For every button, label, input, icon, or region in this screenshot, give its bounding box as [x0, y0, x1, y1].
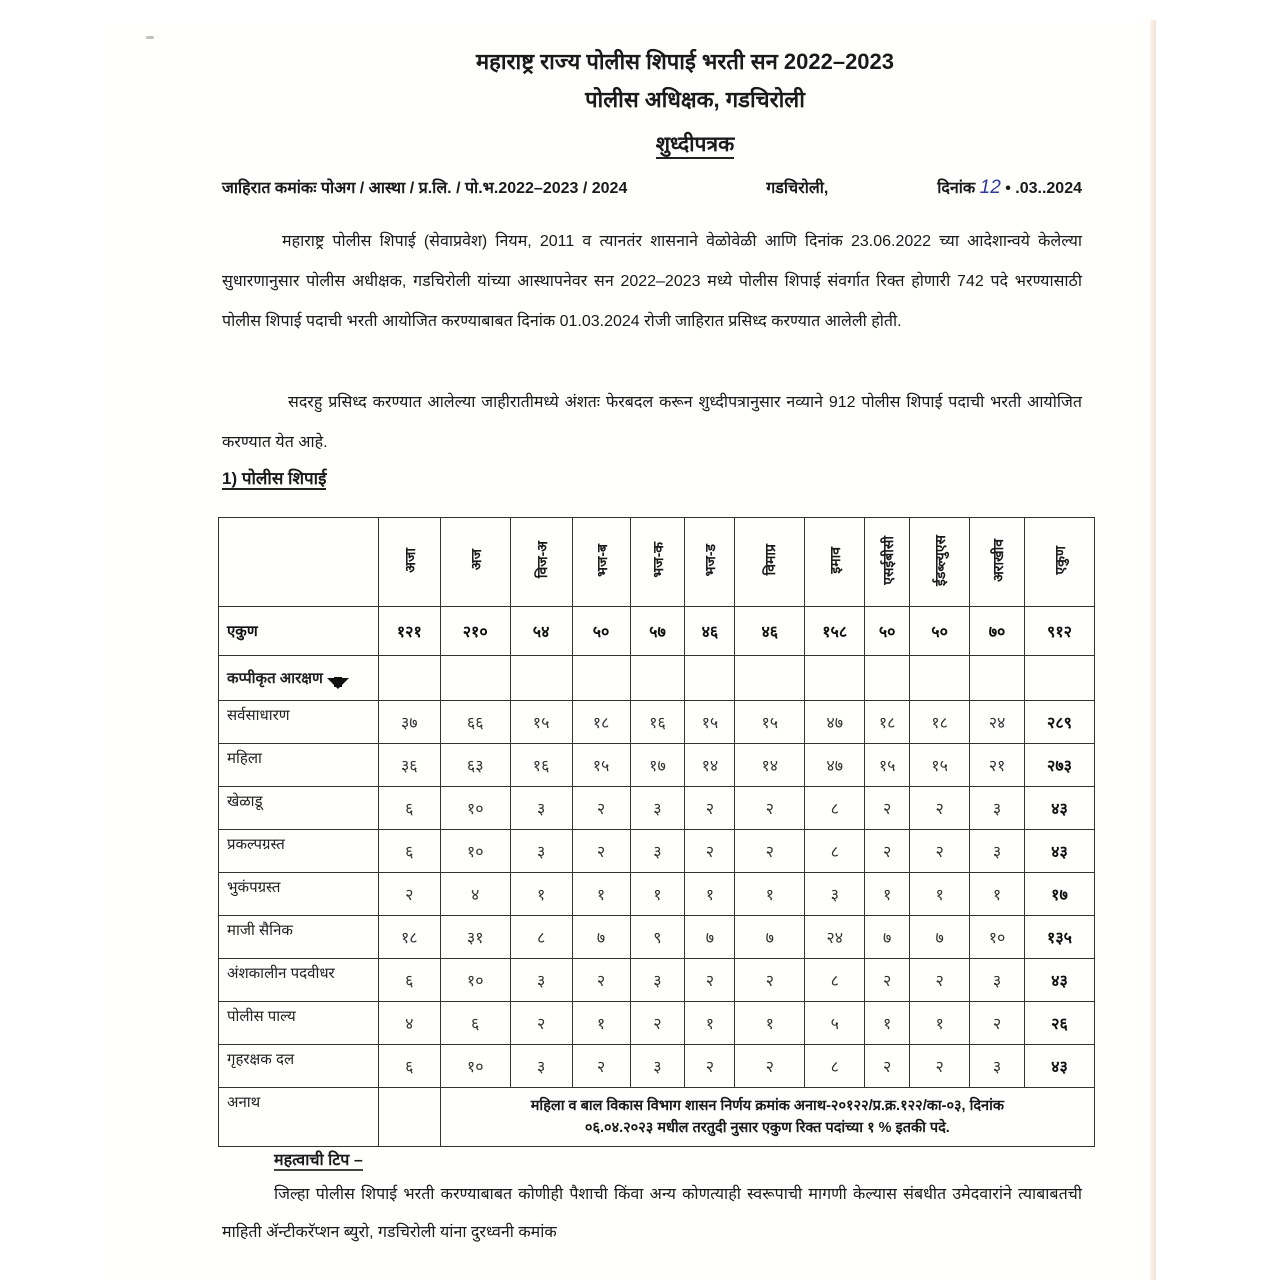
cell: २	[910, 959, 970, 1002]
cell: ५०	[865, 607, 910, 656]
cell: ३१	[440, 916, 510, 959]
cell: ४	[440, 873, 510, 916]
cell	[572, 656, 630, 701]
column-header: भज-ब	[572, 518, 630, 607]
cell: १८	[572, 701, 630, 744]
cell: २	[910, 1045, 970, 1088]
cell: ३	[510, 787, 572, 830]
cell: ७	[735, 916, 805, 959]
column-header: अराखीव	[970, 518, 1025, 607]
page-edge	[1150, 20, 1156, 1280]
cell: १६	[510, 744, 572, 787]
cell: १	[685, 873, 735, 916]
cell: ४३	[1024, 959, 1094, 1002]
cell: ८	[510, 916, 572, 959]
cell: २	[685, 830, 735, 873]
cell: ३	[510, 830, 572, 873]
cell: २	[735, 787, 805, 830]
cell: २	[630, 1002, 685, 1045]
cell: ७	[865, 916, 910, 959]
cell: ३	[630, 1045, 685, 1088]
document-type-label: शुध्दीपत्रक	[656, 133, 734, 159]
cell: ९१२	[1024, 607, 1094, 656]
cell: ३	[510, 1045, 572, 1088]
table-row	[219, 916, 1095, 959]
cell: २	[865, 787, 910, 830]
cell: ५४	[510, 607, 572, 656]
cell: १४	[685, 744, 735, 787]
cell: २	[865, 959, 910, 1002]
advert-number: जाहिरात कमांकः पोअग / आस्था / प्र.लि. / पो.भ.2022–2023 / 2024	[222, 180, 628, 197]
scan-speck	[146, 36, 154, 39]
cell	[1024, 656, 1094, 701]
cell: १६	[630, 701, 685, 744]
cell: ३	[630, 959, 685, 1002]
cell	[735, 656, 805, 701]
table-row	[219, 1045, 1095, 1088]
cell: २	[572, 1045, 630, 1088]
cell	[440, 656, 510, 701]
table-row	[219, 959, 1095, 1002]
table-header-row	[219, 518, 1095, 607]
cell: २१	[970, 744, 1025, 787]
total-row	[219, 607, 1095, 656]
row-label: पोलीस पाल्य	[219, 1002, 379, 1045]
cell: ३	[970, 959, 1025, 1002]
row-label: गृहरक्षक दल	[219, 1045, 379, 1088]
cell: २	[685, 1045, 735, 1088]
table-row	[219, 744, 1095, 787]
cell: ५०	[572, 607, 630, 656]
cell: १४	[735, 744, 805, 787]
cell: १	[910, 873, 970, 916]
cell: १	[572, 873, 630, 916]
cell: १७	[630, 744, 685, 787]
cell: १०	[440, 787, 510, 830]
cell: १	[510, 873, 572, 916]
cell: ३	[970, 830, 1025, 873]
cell: ४३	[1024, 787, 1094, 830]
cell: २	[865, 830, 910, 873]
cell: ६	[378, 959, 440, 1002]
cell: ८	[805, 787, 865, 830]
tip-text: जिल्हा पोलीस शिपाई भरती करण्याबाबत कोणीही पैशाची किंवा अन्य कोणत्याही स्वरूपाची मागणी केल्यास संबधीत उमेदवारांने त्याबाबतची माहिती ॲन्टीकरॅप्शन ब्युरो, गडचिरोली यांना दुरध्वनी कमांक	[222, 1186, 1082, 1241]
cell: ३	[630, 830, 685, 873]
cell: ३	[510, 959, 572, 1002]
cell: १५	[685, 701, 735, 744]
column-header: विज-अ	[510, 518, 572, 607]
cell: ८	[805, 1045, 865, 1088]
cell: १०	[970, 916, 1025, 959]
cell: १५	[572, 744, 630, 787]
arrow-down-icon	[327, 678, 349, 689]
cell: ४६	[685, 607, 735, 656]
table-row	[219, 873, 1095, 916]
cell: २	[685, 959, 735, 1002]
cell: ३	[970, 1045, 1025, 1088]
cell: ४३	[1024, 830, 1094, 873]
cell: १५	[910, 744, 970, 787]
cell	[910, 656, 970, 701]
section-title	[222, 466, 326, 489]
cell: ५	[805, 1002, 865, 1045]
table-row	[219, 787, 1095, 830]
date-handwritten-day: 12	[979, 177, 1001, 198]
cell: ६३	[440, 744, 510, 787]
cell: २१०	[440, 607, 510, 656]
cell: १८	[865, 701, 910, 744]
cell: ४	[378, 1002, 440, 1045]
tip-title-label: महत्वाची टिप –	[274, 1152, 363, 1169]
cell: २६	[1024, 1002, 1094, 1045]
cell: २	[378, 873, 440, 916]
row-label: भुकंपग्रस्त	[219, 873, 379, 916]
row-label: सर्वसाधारण	[219, 701, 379, 744]
column-header: एसईबीसी	[865, 518, 910, 607]
date	[937, 176, 1082, 199]
subheader-cell	[219, 656, 379, 701]
paragraph-1: महाराष्ट्र पोलीस शिपाई (सेवाप्रवेश) नियम, 2011 व त्यानतंर शासनाने वेळोवेळी आणि दिनांक 23.06.2022 च्या आदेशान्वये केलेल्या सुधारणानुसार पोलीस अधीक्षक, गडचिरोली यांच्या आस्थापनेवर सन 2022–2023 मध्ये पोलीस शिपाई संवर्गात रिक्त होणारी 742 पदे भरण्यासाठी पोलीस शिपाई पदाची भरती आयोजित करण्याबाबत दिनांक 01.03.2024 रोजी जाहिरात प्रसिध्द करण्यात आलेली होती.	[222, 233, 1082, 330]
cell: ७	[685, 916, 735, 959]
cell	[510, 656, 572, 701]
cell: १५८	[805, 607, 865, 656]
paragraph-2: सदरहु प्रसिध्द करण्यात आलेल्या जाहीरातीमध्ये अंशतः फेरबदल करून शुध्दीपत्रानुसार नव्याने 912 पोलीस शिपाई पदाची भरती आयोजित करण्यात येत आहे.	[222, 394, 1082, 451]
cell: ६	[440, 1002, 510, 1045]
cell: ८	[805, 959, 865, 1002]
cell: १०	[440, 1045, 510, 1088]
cell: १	[865, 873, 910, 916]
cell: ७०	[970, 607, 1025, 656]
cell: ४३	[1024, 1045, 1094, 1088]
cell: १	[865, 1002, 910, 1045]
cell: ९	[630, 916, 685, 959]
cell: २८९	[1024, 701, 1094, 744]
header-blank	[219, 518, 379, 607]
document-title: महाराष्ट्र राज्य पोलीस शिपाई भरती सन 2022–2023	[475, 49, 895, 74]
column-header: एकुण	[1024, 518, 1094, 607]
cell: ४७	[805, 744, 865, 787]
column-header: इमाव	[805, 518, 865, 607]
cell: ६	[378, 787, 440, 830]
subheader-label: कप्पीकृत आरक्षण	[227, 670, 323, 687]
cell: ३६	[378, 744, 440, 787]
cell: ६	[378, 830, 440, 873]
cell	[378, 656, 440, 701]
column-header: भज-क	[630, 518, 685, 607]
tip-title	[274, 1148, 363, 1170]
cell: ५७	[630, 607, 685, 656]
cell	[378, 1088, 440, 1147]
column-header: ईडब्ल्युएस	[910, 518, 970, 607]
cell: १०	[440, 959, 510, 1002]
reservation-table	[218, 517, 1095, 1147]
row-label: अनाथ	[219, 1088, 379, 1147]
cell: १७	[1024, 873, 1094, 916]
reference-line	[222, 176, 1082, 199]
cell: ७	[910, 916, 970, 959]
cell: ५०	[910, 607, 970, 656]
orphan-note-line1: महिला व बाल विकास विभाग शासन निर्णय क्रमांक अनाथ-२०१२२/प्र.क्र.१२२/का-०३, दिनांक	[530, 1098, 1004, 1114]
cell: २	[735, 959, 805, 1002]
cell	[805, 656, 865, 701]
cell: १	[970, 873, 1025, 916]
cell: १५	[510, 701, 572, 744]
cell: १	[735, 1002, 805, 1045]
cell: १३५	[1024, 916, 1094, 959]
orphan-row	[219, 1088, 1095, 1147]
cell: १	[685, 1002, 735, 1045]
cell	[630, 656, 685, 701]
cell: २	[572, 830, 630, 873]
cell: २४	[805, 916, 865, 959]
row-label: खेळाडू	[219, 787, 379, 830]
cell: २	[735, 830, 805, 873]
cell: १८	[910, 701, 970, 744]
cell: २	[735, 1045, 805, 1088]
row-label: माजी सैनिक	[219, 916, 379, 959]
cell: ४६	[735, 607, 805, 656]
column-header: भज-ड	[685, 518, 735, 607]
cell: २	[510, 1002, 572, 1045]
place: गडचिरोली,	[766, 180, 829, 197]
cell: १	[735, 873, 805, 916]
cell: १	[572, 1002, 630, 1045]
row-label: महिला	[219, 744, 379, 787]
cell: २	[910, 787, 970, 830]
column-header: अजा	[378, 518, 440, 607]
section-title-label: 1) पोलीस शिपाई	[222, 469, 327, 488]
cell: ८	[805, 830, 865, 873]
cell: २	[685, 787, 735, 830]
row-label: अंशकालीन पदवीधर	[219, 959, 379, 1002]
cell: ६	[378, 1045, 440, 1088]
date-label: दिनांक	[937, 180, 976, 197]
cell: ३	[630, 787, 685, 830]
cell: ६६	[440, 701, 510, 744]
table-row	[219, 830, 1095, 873]
table-row	[219, 701, 1095, 744]
orphan-note-line2: ०६.०४.२०२३ मधील तरतुदी नुसार एकुण रिक्त पदांच्या १ % इतकी पदे.	[584, 1120, 950, 1136]
table-row	[219, 1002, 1095, 1045]
cell: २४	[970, 701, 1025, 744]
date-rest: • .03..2024	[1000, 180, 1082, 197]
cell	[865, 656, 910, 701]
document-type	[0, 130, 1280, 158]
cell: १८	[378, 916, 440, 959]
cell: २	[865, 1045, 910, 1088]
cell	[970, 656, 1025, 701]
cell: १	[910, 1002, 970, 1045]
row-label: एकुण	[219, 607, 379, 656]
cell: १५	[865, 744, 910, 787]
cell: ३	[970, 787, 1025, 830]
cell: २	[572, 787, 630, 830]
cell: ७	[572, 916, 630, 959]
cell: २	[910, 830, 970, 873]
cell: १२१	[378, 607, 440, 656]
column-header: अज	[440, 518, 510, 607]
cell: २	[572, 959, 630, 1002]
row-label: प्रकल्पग्रस्त	[219, 830, 379, 873]
orphan-note	[440, 1088, 1094, 1147]
cell: १	[630, 873, 685, 916]
cell	[685, 656, 735, 701]
cell: १५	[735, 701, 805, 744]
cell: २	[970, 1002, 1025, 1045]
issuing-office: पोलीस अधिक्षक, गडचिरोली	[585, 87, 805, 112]
cell: २७३	[1024, 744, 1094, 787]
column-header: विमाप्र	[735, 518, 805, 607]
cell: ४७	[805, 701, 865, 744]
cell: ३	[805, 873, 865, 916]
cell: ३७	[378, 701, 440, 744]
subheader-row	[219, 656, 1095, 701]
cell: १०	[440, 830, 510, 873]
